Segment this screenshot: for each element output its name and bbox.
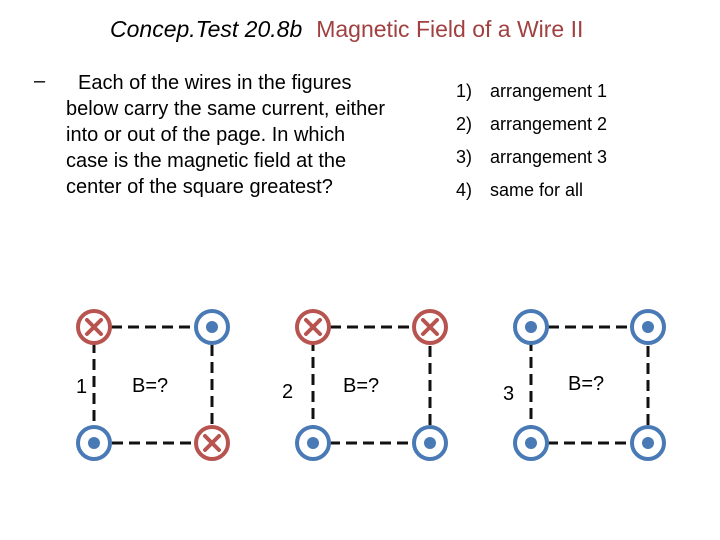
- question-text: Each of the wires in the figures below carry the same current, either into or out of the page. In which case is the magnetic field at the center of the square greatest?: [66, 72, 386, 198]
- bullet-dash: –: [34, 70, 46, 92]
- wire-top-right: [632, 311, 664, 343]
- dot-mark-icon: [424, 437, 436, 449]
- dot-mark-icon: [525, 437, 537, 449]
- wire-top-right: [196, 311, 228, 343]
- wire-top-left: [297, 311, 329, 343]
- wire-bottom-right: [196, 427, 228, 459]
- answer-option-3[interactable]: 3) arrangement 3: [456, 147, 608, 167]
- field-label: B=?: [132, 375, 169, 397]
- wire-bottom-left: [515, 427, 547, 459]
- wire-top-left: [78, 311, 110, 343]
- wire-top-right: [414, 311, 446, 343]
- answer-option-2[interactable]: 2) arrangement 2: [456, 114, 608, 134]
- arrangement-label: 1: [76, 376, 88, 398]
- arrangement-label: 2: [282, 381, 294, 403]
- arrangement-3: [503, 311, 664, 459]
- answer-option-4[interactable]: 4) same for all: [456, 180, 584, 200]
- wire-bottom-left: [78, 427, 110, 459]
- arrangement-2: [282, 311, 446, 459]
- field-label: B=?: [568, 373, 605, 395]
- wire-bottom-right: [414, 427, 446, 459]
- wire-bottom-left: [297, 427, 329, 459]
- dot-mark-icon: [642, 437, 654, 449]
- arrangement-1: [76, 311, 228, 459]
- dot-mark-icon: [206, 321, 218, 333]
- dot-mark-icon: [642, 321, 654, 333]
- dot-mark-icon: [525, 321, 537, 333]
- concept-test-id: Concep.Test 20.8b: [110, 16, 303, 42]
- slide-subtitle: Magnetic Field of a Wire II: [316, 16, 584, 42]
- wire-bottom-right: [632, 427, 664, 459]
- wire-top-left: [515, 311, 547, 343]
- dot-mark-icon: [88, 437, 100, 449]
- answer-option-1[interactable]: 1) arrangement 1: [456, 81, 608, 101]
- arrangement-label: 3: [503, 383, 515, 405]
- field-label: B=?: [343, 375, 380, 397]
- dot-mark-icon: [307, 437, 319, 449]
